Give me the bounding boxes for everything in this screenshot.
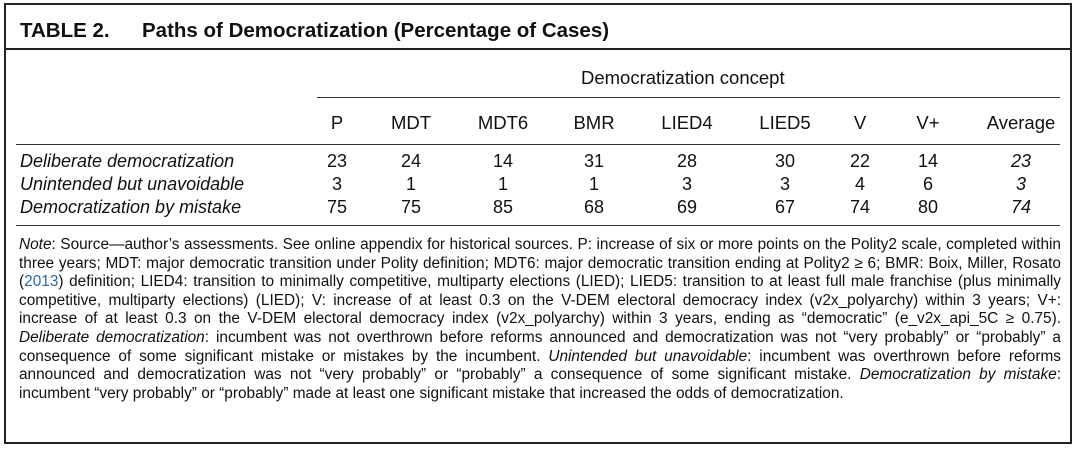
note-text: : incumbent was overthrown before reforms announced and democratization was not “very probably” or “probably” a consequence of some significant mistake. (19, 347, 1061, 384)
table-title-bar (6, 5, 1070, 50)
table-cell: 31 (583, 151, 605, 171)
table-cell: 30 (774, 151, 796, 171)
concept-header: Democratization concept (581, 67, 785, 88)
table-cell: 75 (326, 197, 348, 217)
table-cell: 4 (854, 174, 865, 194)
row-label-mistake: Democratization by mistake (20, 197, 242, 217)
table-cell: 68 (583, 197, 605, 217)
table-title: Paths of Democratization (Percentage of Cases) (142, 19, 610, 42)
table-cell: 1 (497, 174, 508, 194)
col-header-bmr: BMR (573, 112, 615, 133)
citation-link[interactable]: 2013 (24, 273, 59, 291)
concept-rule (317, 97, 1060, 98)
table-cell: 1 (405, 174, 416, 194)
note-text: : Source—author’s assessments. See online appendix for historical sources. P: increase of six or more points on the Polity2 scale, completed within three years; MDT: major democratic transition under Polity definition; MDT6: major democratic transition ending at Polity2 ≥ 6; BMR: Boix, Miller, Rosato ( (19, 236, 1061, 291)
table-cell: 3 (779, 174, 790, 194)
col-header-lied4: LIED4 (661, 112, 713, 133)
table-cell: 74 (849, 197, 871, 217)
table-cell: 6 (922, 174, 933, 194)
header-rule (16, 144, 1060, 145)
table-cell: 80 (917, 197, 939, 217)
table-cell: 85 (492, 197, 514, 217)
table-note (19, 236, 1061, 403)
table-cell: 22 (849, 151, 871, 171)
table-number: TABLE 2. (20, 19, 110, 42)
table-cell: 23 (326, 151, 348, 171)
note-label: Note (19, 236, 52, 253)
table-cell: 24 (400, 151, 422, 171)
table-cell: 69 (676, 197, 698, 217)
table-cell: 67 (774, 197, 796, 217)
col-header-lied5: LIED5 (759, 112, 811, 133)
table-cell-average: 3 (1015, 174, 1026, 194)
col-header-vplus: V+ (916, 112, 940, 133)
note-text: ) definition; LIED4: transition to minimally competitive, multiparty elections (LIED); LIED5: transition to at least full male franchise (plus minimally competitive, multiparty elections) (LIED); V: increase of at least 0.3 on the V-DEM electoral democracy index (v2x_polyarchy) within 3 years; V+: increase of at least 0.3 on the V-DEM electoral democracy index (v2x_polyarchy) within 3 years, ending as “democratic” (e_v2x_api_5C ≥ 0.75). (19, 273, 1061, 328)
table-cell: 14 (917, 151, 939, 171)
row-label-unintended: Unintended but unavoidable (20, 174, 245, 194)
note-term: Unintended but unavoidable (548, 347, 748, 365)
table-cell-average: 23 (1010, 151, 1032, 171)
table-cell: 28 (676, 151, 698, 171)
table-cell: 75 (400, 197, 422, 217)
note-term: Deliberate democratization (19, 328, 205, 346)
table-cell: 1 (588, 174, 599, 194)
table-cell: 3 (681, 174, 692, 194)
note-text: : incumbent “very probably” or “probably” made at least one significant mistake that increased the odds of democratization. (19, 366, 1061, 402)
col-header-mdt6: MDT6 (477, 112, 529, 133)
col-header-v: V (853, 112, 867, 133)
table-cell-average: 74 (1010, 197, 1032, 217)
note-text: : incumbent was not overthrown before reforms announced and democratization was not “very probably” or “probably” a consequence of some significant mistake or mistakes by the incumbent. (19, 328, 1061, 365)
col-header-mdt: MDT (390, 112, 432, 133)
table-cell: 3 (331, 174, 342, 194)
col-header-average: Average (986, 112, 1056, 133)
note-term: Democratization by mistake (859, 366, 1057, 384)
table-frame (4, 3, 1072, 444)
row-label-deliberate: Deliberate democratization (20, 151, 235, 171)
col-header-p: P (330, 112, 344, 133)
table-bottom-rule (16, 225, 1060, 226)
table-cell: 14 (492, 151, 514, 171)
